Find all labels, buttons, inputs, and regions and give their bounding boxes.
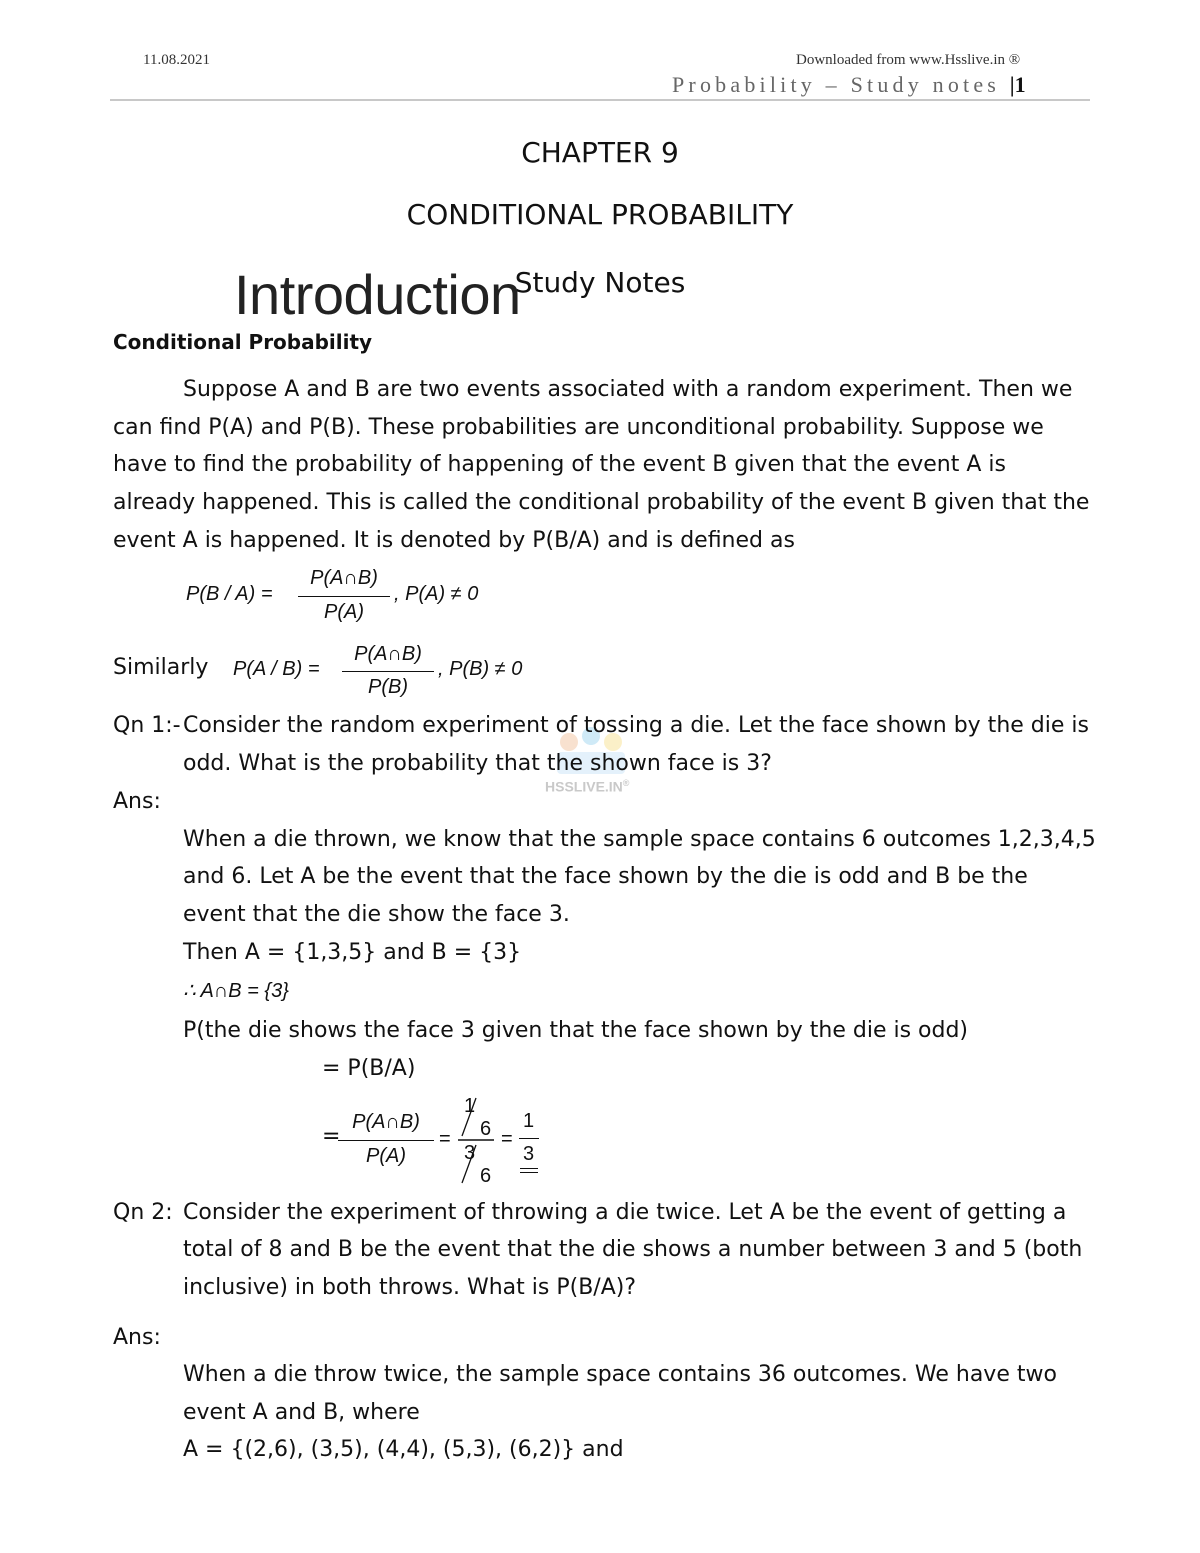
topic-title: CONDITIONAL PROBABILITY bbox=[406, 198, 794, 231]
intro-line: have to find the probability of happening of the event B given that the event A is bbox=[113, 452, 1006, 477]
study-notes-subtitle bbox=[0, 266, 1200, 299]
qn1-line: Consider the random experiment of tossing a die. Let the face shown by the die is bbox=[183, 713, 1089, 738]
intro-line: Suppose A and B are two events associated with a random experiment. Then we bbox=[183, 377, 1073, 402]
similarly-label: Similarly bbox=[113, 655, 209, 680]
calc-equals-3: = bbox=[501, 1128, 513, 1150]
qn1-ans-line: When a die thrown, we know that the sample space contains 6 outcomes 1,2,3,4,5 bbox=[183, 827, 1096, 852]
section-heading: Conditional Probability bbox=[113, 330, 373, 354]
watermark-mark: ® bbox=[622, 778, 630, 788]
qn1-sets: Then A = {1,3,5} and B = {3} bbox=[183, 940, 522, 965]
result-underline-1 bbox=[520, 1168, 538, 1169]
intro-line: event A is happened. It is denoted by P(B/A) and is defined as bbox=[113, 528, 795, 553]
qn1-line: odd. What is the probability that the shown face is 3? bbox=[183, 751, 772, 776]
formula1-denominator: P(A) bbox=[324, 601, 364, 623]
formula2-lhs: P(A / B) = bbox=[233, 658, 320, 680]
qn1-intersection: ∴ A∩B = {3} bbox=[183, 980, 289, 1002]
study-notes-text: Study Notes bbox=[514, 266, 686, 299]
formula2-denominator: P(B) bbox=[368, 676, 408, 698]
chapter-title: CHAPTER 9 bbox=[521, 136, 679, 169]
formula1-numerator: P(A∩B) bbox=[310, 567, 378, 589]
page-number: 1 bbox=[1014, 72, 1026, 97]
page-separator: | bbox=[1009, 72, 1015, 97]
result-numerator: 1 bbox=[523, 1110, 535, 1132]
result-denominator: 3 bbox=[523, 1143, 535, 1165]
formula2-condition: , P(B) ≠ 0 bbox=[438, 658, 523, 680]
qn2-ans-line: event A and B, where bbox=[183, 1400, 420, 1425]
calc-numerator: P(A∩B) bbox=[352, 1111, 420, 1133]
calc-denominator: P(A) bbox=[366, 1145, 406, 1167]
header-date: 11.08.2021 bbox=[143, 52, 210, 68]
calc-fraction-bar bbox=[338, 1140, 434, 1141]
watermark-text: HSSLIVE.IN bbox=[545, 778, 623, 795]
qn2-line: Consider the experiment of throwing a die twice. Let A be the event of getting a bbox=[183, 1200, 1067, 1225]
qn2-line: total of 8 and B be the event that the die shows a number between 3 and 5 (both bbox=[183, 1237, 1083, 1262]
result-underline-2 bbox=[520, 1172, 538, 1173]
qn1-ans-line: event that the die show the face 3. bbox=[183, 902, 570, 927]
formula1-fraction-bar bbox=[298, 596, 390, 597]
header-source: Downloaded from www.Hsslive.in ® bbox=[796, 52, 1021, 68]
intro-line: already happened. This is called the conditional probability of the event B given that the bbox=[113, 490, 1090, 515]
qn1-label: Qn 1:- bbox=[113, 713, 181, 738]
qn2-ans-line: A = {(2,6), (3,5), (4,4), (5,3), (6,2)} and bbox=[183, 1437, 624, 1462]
intro-line: can find P(A) and P(B). These probabilities are unconditional probability. Suppose we bbox=[113, 415, 1044, 440]
formula1-lhs: P(B / A) = bbox=[186, 583, 273, 605]
formula2-numerator: P(A∩B) bbox=[354, 643, 422, 665]
qn1-eq-line: = P(B/A) bbox=[322, 1056, 416, 1081]
result-fraction-bar bbox=[519, 1138, 539, 1139]
qn2-ans-line: When a die throw twice, the sample space contains 36 outcomes. We have two bbox=[183, 1362, 1057, 1387]
calc-equals: = bbox=[322, 1124, 341, 1149]
formula2-fraction-bar bbox=[342, 671, 434, 672]
calc-equals-2: = bbox=[439, 1128, 451, 1150]
introduction-overlay: Introduction bbox=[234, 263, 521, 326]
qn1-ans-label: Ans: bbox=[113, 789, 161, 814]
slash-num-top: 1 bbox=[464, 1095, 476, 1117]
qn1-prob-text: P(the die shows the face 3 given that the face shown by the die is odd) bbox=[183, 1018, 969, 1043]
qn2-line: inclusive) in both throws. What is P(B/A)? bbox=[183, 1275, 637, 1300]
qn2-label: Qn 2: bbox=[113, 1200, 173, 1225]
slash-den-top: 3 bbox=[464, 1142, 476, 1164]
formula1-condition: , P(A) ≠ 0 bbox=[394, 583, 479, 605]
slash-num-bottom: 6 bbox=[480, 1118, 492, 1140]
running-title: Probability – Study notes bbox=[672, 72, 1001, 97]
slash-den-bottom: 6 bbox=[480, 1165, 492, 1187]
qn2-ans-label: Ans: bbox=[113, 1325, 161, 1350]
header-rule bbox=[110, 99, 1090, 101]
qn1-ans-line: and 6. Let A be the event that the face shown by the die is odd and B be the bbox=[183, 864, 1028, 889]
running-header bbox=[672, 72, 1026, 98]
